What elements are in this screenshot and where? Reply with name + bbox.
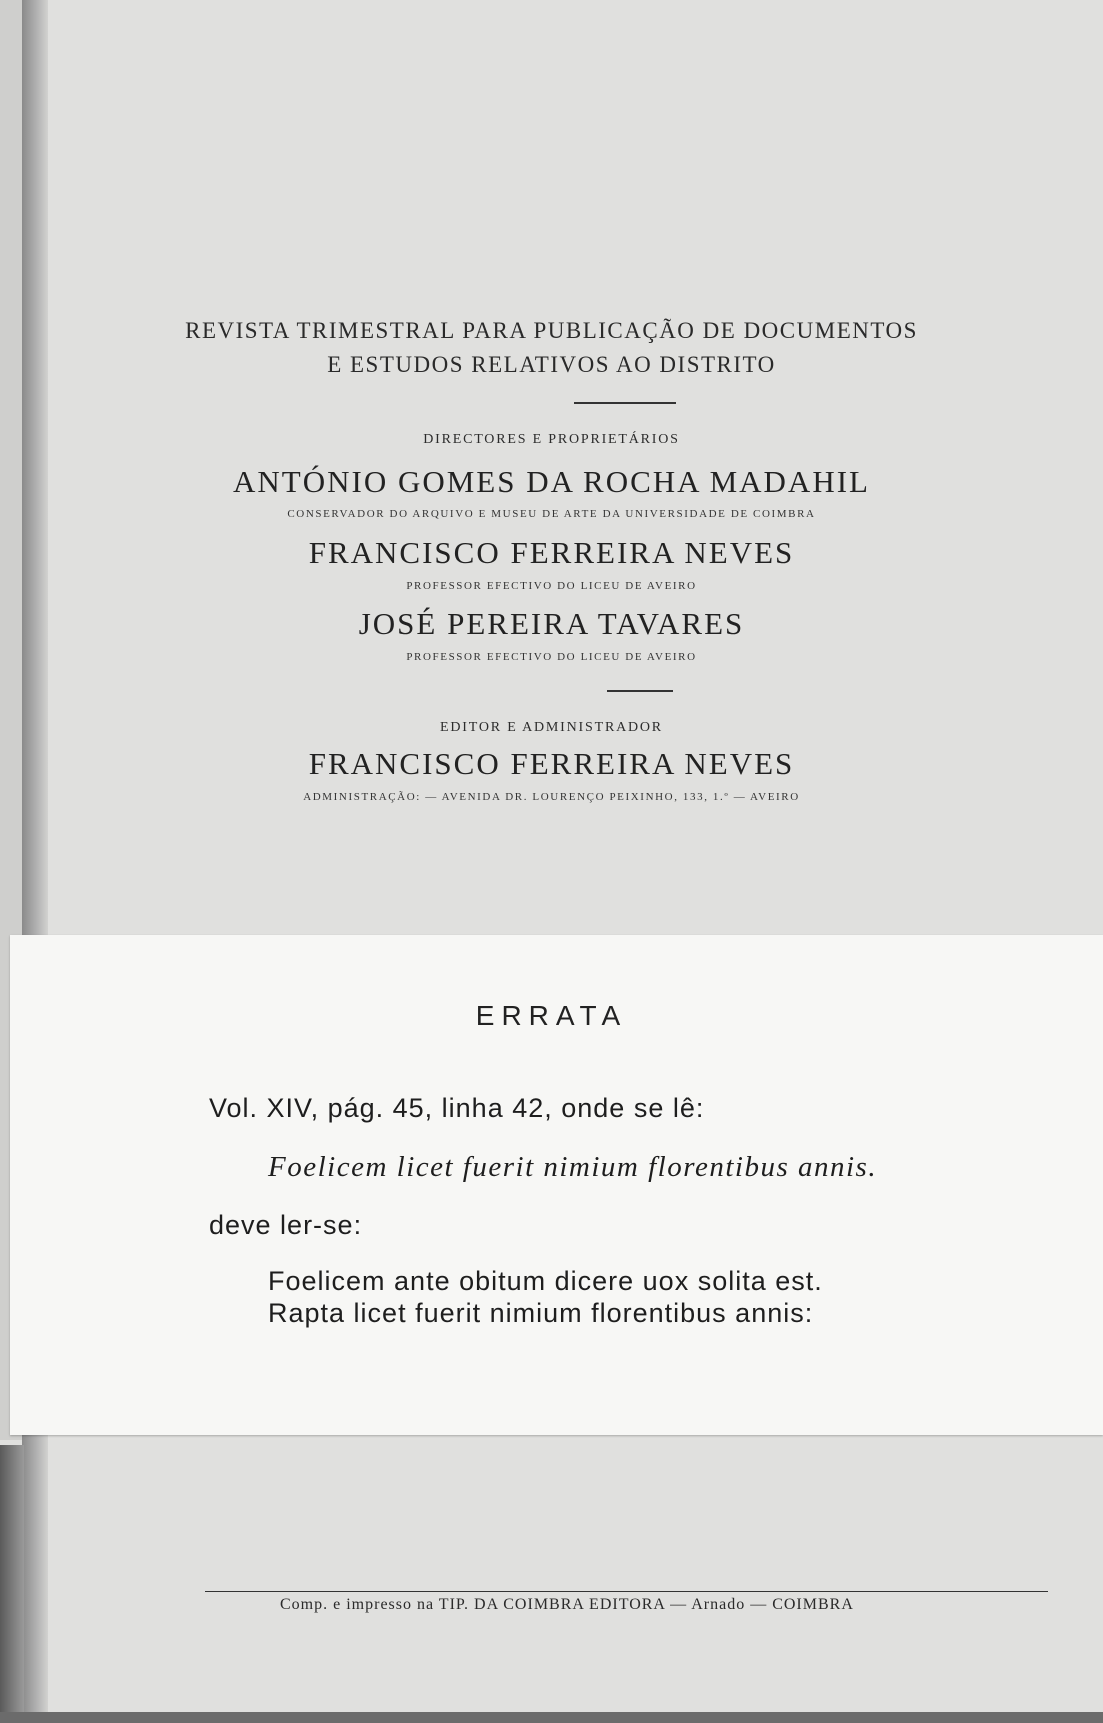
directors-heading: DIRECTORES E PROPRIETÁRIOS — [423, 432, 680, 447]
director-name-3: JOSÉ PEREIRA TAVARES — [358, 606, 745, 641]
editor-heading: EDITOR E ADMINISTRADOR — [440, 720, 663, 735]
errata-correct-line-2: Rapta licet fuerit nimium florentibus annis: — [268, 1298, 814, 1328]
divider-rule-top — [574, 402, 676, 404]
errata-wrong-text: Foelicem licet fuerit nimium florentibus annis. — [268, 1151, 878, 1183]
journal-description-line-2: E ESTUDOS RELATIVOS AO DISTRITO — [327, 352, 776, 377]
journal-description-line-1: REVISTA TRIMESTRAL PARA PUBLICAÇÃO DE DOCUMENTOS — [185, 318, 918, 343]
director-role-3: PROFESSOR EFECTIVO DO LICEU DE AVEIRO — [406, 651, 697, 663]
director-role-1: CONSERVADOR DO ARQUIVO E MUSEU DE ARTE DA UNIVERSIDADE DE COIMBRA — [287, 508, 816, 520]
editor-name: FRANCISCO FERREIRA NEVES — [308, 746, 795, 781]
editor-address: ADMINISTRAÇÃO: — AVENIDA DR. LOURENÇO PEIXINHO, 133, 1.º — AVEIRO — [303, 791, 800, 803]
page-bottom-edge — [0, 1712, 1103, 1723]
errata-should-read: deve ler-se: — [209, 1210, 363, 1240]
journal-description — [0, 314, 1103, 382]
footer-rule — [205, 1591, 1048, 1592]
director-role-2: PROFESSOR EFECTIVO DO LICEU DE AVEIRO — [406, 580, 697, 592]
binding-spine-lower — [0, 1445, 24, 1723]
errata-reference: Vol. XIV, pág. 45, linha 42, onde se lê: — [209, 1093, 705, 1123]
printer-imprint: Comp. e impresso na TIP. DA COIMBRA EDITORA — Arnado — COIMBRA — [280, 1596, 854, 1613]
binding-spine — [22, 0, 48, 1723]
divider-rule-middle — [607, 690, 673, 692]
errata-title: ERRATA — [475, 1000, 628, 1031]
director-name-1: ANTÓNIO GOMES DA ROCHA MADAHIL — [233, 464, 870, 499]
director-name-2: FRANCISCO FERREIRA NEVES — [308, 535, 795, 570]
errata-correct-line-1: Foelicem ante obitum dicere uox solita est. — [268, 1266, 823, 1296]
